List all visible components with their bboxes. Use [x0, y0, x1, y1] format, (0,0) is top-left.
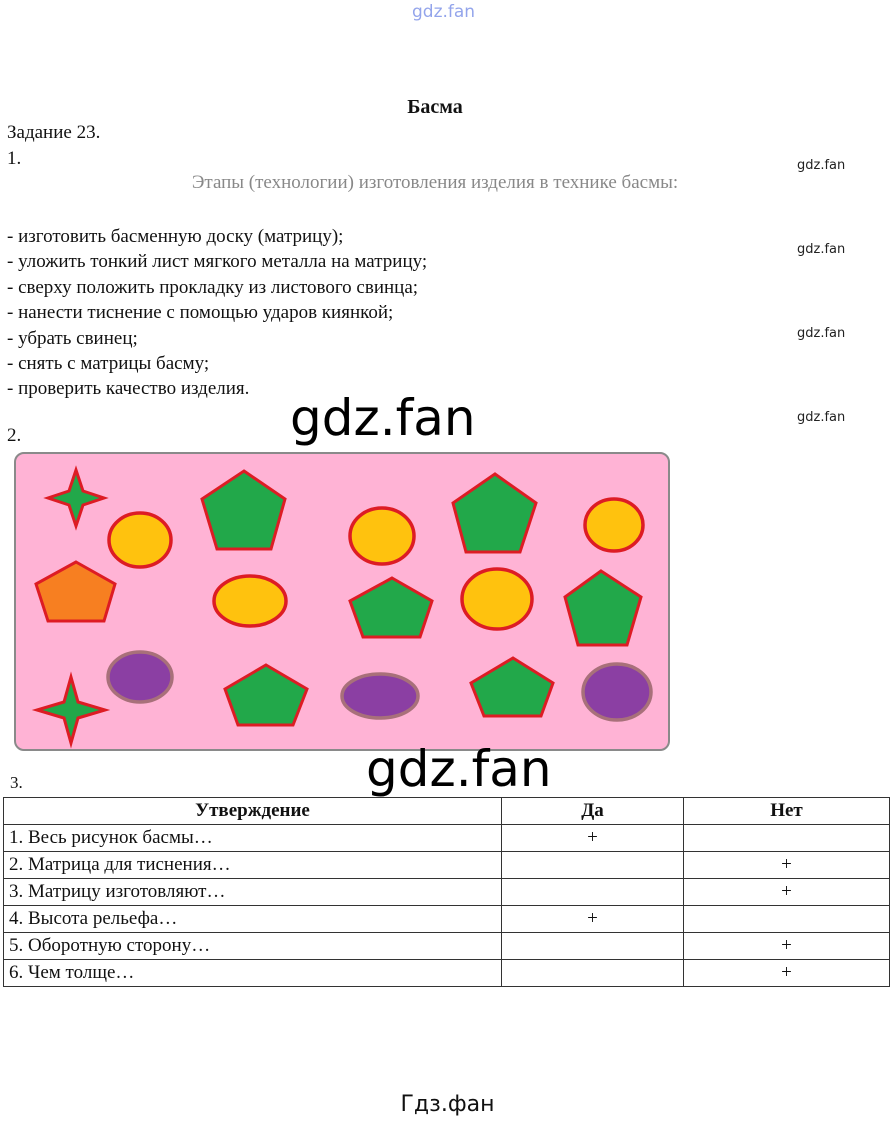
watermark-large: gdz.fan — [366, 740, 552, 798]
yes-cell — [502, 933, 684, 960]
column-header-statement: Утверждение — [4, 798, 502, 825]
ellipse-shape — [585, 499, 643, 551]
table-header-row — [4, 798, 890, 825]
basma-pattern-figure — [14, 452, 670, 751]
no-cell: + — [684, 960, 890, 987]
yes-cell: + — [502, 906, 684, 933]
ellipse-shape — [214, 576, 286, 626]
list-item: - снять с матрицы басму; — [7, 353, 210, 375]
yes-cell: + — [502, 825, 684, 852]
yes-cell — [502, 879, 684, 906]
list-item: - уложить тонкий лист мягкого металла на матрицу; — [7, 251, 428, 273]
no-cell: + — [684, 852, 890, 879]
section-1-number: 1. — [7, 148, 22, 169]
no-cell — [684, 906, 890, 933]
answers-table — [3, 797, 890, 987]
column-header-no: Нет — [684, 798, 890, 825]
watermark-side: gdz.fan — [797, 242, 846, 257]
footer-watermark: Гдз.фан — [400, 1092, 495, 1117]
list-item: - проверить качество изделия. — [7, 378, 250, 400]
table-row — [4, 906, 890, 933]
no-cell: + — [684, 933, 890, 960]
ellipse-shape — [583, 664, 651, 720]
ellipse-shape — [342, 674, 418, 718]
table-row — [4, 852, 890, 879]
task-label: Задание 23. — [7, 122, 101, 143]
steps-list — [7, 224, 427, 402]
ellipse-shape — [108, 652, 172, 702]
ellipse-shape — [462, 569, 532, 629]
statement-cell: 4. Высота рельефа… — [4, 906, 502, 933]
yes-cell — [502, 960, 684, 987]
column-header-yes: Да — [502, 798, 684, 825]
list-item: - убрать свинец; — [7, 327, 138, 349]
section-3-number: 3. — [10, 773, 23, 792]
no-cell — [684, 825, 890, 852]
statement-cell: 3. Матрицу изготовляют… — [4, 879, 502, 906]
watermark-side: gdz.fan — [797, 158, 846, 173]
yes-cell — [502, 852, 684, 879]
section-2-number: 2. — [7, 425, 22, 446]
watermark-side: gdz.fan — [797, 326, 846, 341]
ellipse-shape — [109, 513, 171, 567]
statement-cell: 1. Весь рисунок басмы… — [4, 825, 502, 852]
list-item: - сверху положить прокладку из листового свинца; — [7, 276, 419, 298]
list-item: - изготовить басменную доску (матрицу); — [7, 226, 344, 247]
list-item: - нанести тиснение с помощью ударов киянкой; — [7, 302, 394, 324]
statement-cell: 5. Оборотную сторону… — [4, 933, 502, 960]
watermark-large: gdz.fan — [290, 389, 476, 447]
statement-cell: 2. Матрица для тиснения… — [4, 852, 502, 879]
no-cell: + — [684, 879, 890, 906]
statement-cell: 6. Чем толще… — [4, 960, 502, 987]
table-row — [4, 933, 890, 960]
page-title: Басма — [407, 96, 463, 118]
table-row — [4, 960, 890, 987]
watermark-top: gdz.fan — [412, 2, 476, 22]
ellipse-shape — [350, 508, 414, 564]
section-1-heading: Этапы (технологии) изготовления изделия в технике басмы: — [191, 172, 679, 193]
watermark-side: gdz.fan — [797, 410, 846, 425]
table-row — [4, 879, 890, 906]
table-row — [4, 825, 890, 852]
